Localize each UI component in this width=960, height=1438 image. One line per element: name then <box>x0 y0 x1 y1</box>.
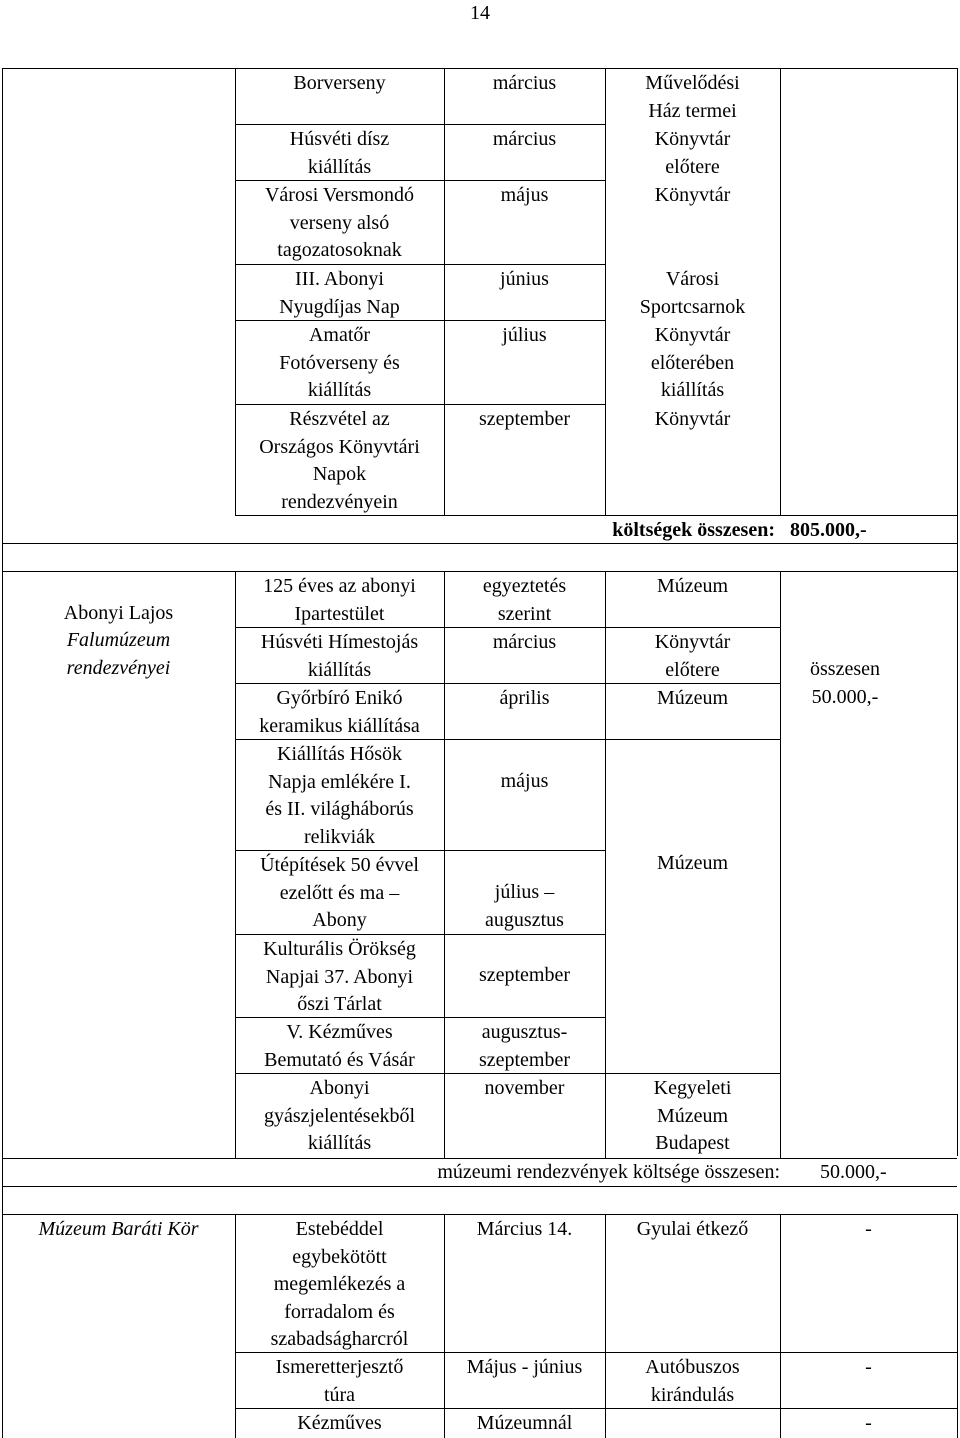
date-cell: május <box>500 184 549 206</box>
museum-total-value: 50.000,- <box>820 1161 887 1183</box>
event-cell: 125 éves az abonyi Ipartestület <box>263 575 416 625</box>
date-cell: július <box>502 324 547 346</box>
place-cell: Könyvtár előterében kiállítás <box>650 324 735 401</box>
cost-value: 50.000,- <box>811 686 879 708</box>
date-cell: március <box>492 128 557 150</box>
date-cell: március <box>492 72 557 94</box>
date-cell: Múzeumnál <box>476 1412 573 1434</box>
event-cell: Borverseny <box>293 72 386 94</box>
date-cell: június <box>500 268 549 290</box>
event-cell: Húsvéti dísz kiállítás <box>289 128 390 178</box>
place-cell: Könyvtár előtere <box>654 631 731 681</box>
page-number: 14 <box>470 2 490 24</box>
event-cell: Estebéddel egybekötött megemlékezés a forradalom és szabadságharcról <box>270 1218 409 1350</box>
section1-total-value: 805.000,- <box>790 519 867 541</box>
cost-cell: - <box>865 1412 872 1434</box>
event-cell: Kulturális Örökség Napjai 37. Abonyi őszi Tárlat <box>263 938 416 1015</box>
org-name-line3: rendezvényei <box>66 657 171 679</box>
event-cell: V. Kézműves Bemutató és Vásár <box>264 1021 415 1071</box>
org-name: Múzeum Baráti Kör <box>38 1218 199 1240</box>
place-cell: Művelődési Ház termei <box>645 72 740 122</box>
cost-cell: - <box>865 1218 872 1240</box>
place-cell: Városi Sportcsarnok <box>639 268 746 318</box>
museum-total-label: múzeumi rendezvények költsége összesen: <box>437 1161 780 1183</box>
place-cell: Könyvtár előtere <box>654 128 731 178</box>
event-cell: Kiállítás Hősök Napja emlékére I. és II. világháborús relikviák <box>265 743 414 848</box>
date-cell: augusztus- szeptember <box>478 1021 571 1071</box>
date-cell: április <box>499 687 550 709</box>
event-cell: Amatőr Fotóverseny és kiállítás <box>279 324 400 401</box>
date-cell: május <box>500 770 549 792</box>
event-cell: Abonyi gyászjelentésekből kiállítás <box>263 1077 416 1154</box>
org-name-line2: Falumúzeum <box>66 629 171 651</box>
place-cell: Kegyeleti Múzeum Budapest <box>653 1077 732 1154</box>
date-cell: november <box>484 1077 565 1099</box>
date-cell: szeptember <box>478 964 571 986</box>
place-cell: Autóbuszos kirándulás <box>645 1356 740 1406</box>
event-cell: Húsvéti Hímestojás kiállítás <box>260 631 419 681</box>
place-cell: Múzeum <box>656 687 729 709</box>
event-cell: Részvétel az Országos Könyvtári Napok rendezvényein <box>259 408 420 513</box>
event-cell: Ismeretterjesztő túra <box>275 1356 404 1406</box>
date-cell: július – augusztus <box>485 881 564 931</box>
date-cell: szeptember <box>478 408 571 430</box>
event-cell: Városi Versmondó verseny alsó tagozatosoknak <box>264 184 415 261</box>
place-cell: Gyulai étkező <box>636 1218 749 1240</box>
date-cell: március <box>492 631 557 653</box>
cost-label: összesen <box>810 658 880 680</box>
event-cell: III. Abonyi Nyugdíjas Nap <box>279 268 400 318</box>
event-cell: Kézműves <box>297 1412 382 1434</box>
section1-total-label: költségek összesen: <box>612 519 775 541</box>
place-cell: Múzeum <box>656 575 729 597</box>
cost-cell: - <box>865 1356 872 1378</box>
date-cell: Március 14. <box>476 1218 573 1240</box>
date-cell: egyeztetés szerint <box>482 575 567 625</box>
event-cell: Győrbíró Enikó keramikus kiállítása <box>259 687 420 737</box>
place-cell: Könyvtár <box>654 408 731 430</box>
org-name-line1: Abonyi Lajos <box>63 602 174 624</box>
place-cell: Múzeum <box>656 852 729 874</box>
event-cell: Útépítések 50 évvel ezelőtt és ma – Abony <box>260 854 419 931</box>
place-cell: Könyvtár <box>654 184 731 206</box>
date-cell: Május - június <box>466 1356 583 1378</box>
